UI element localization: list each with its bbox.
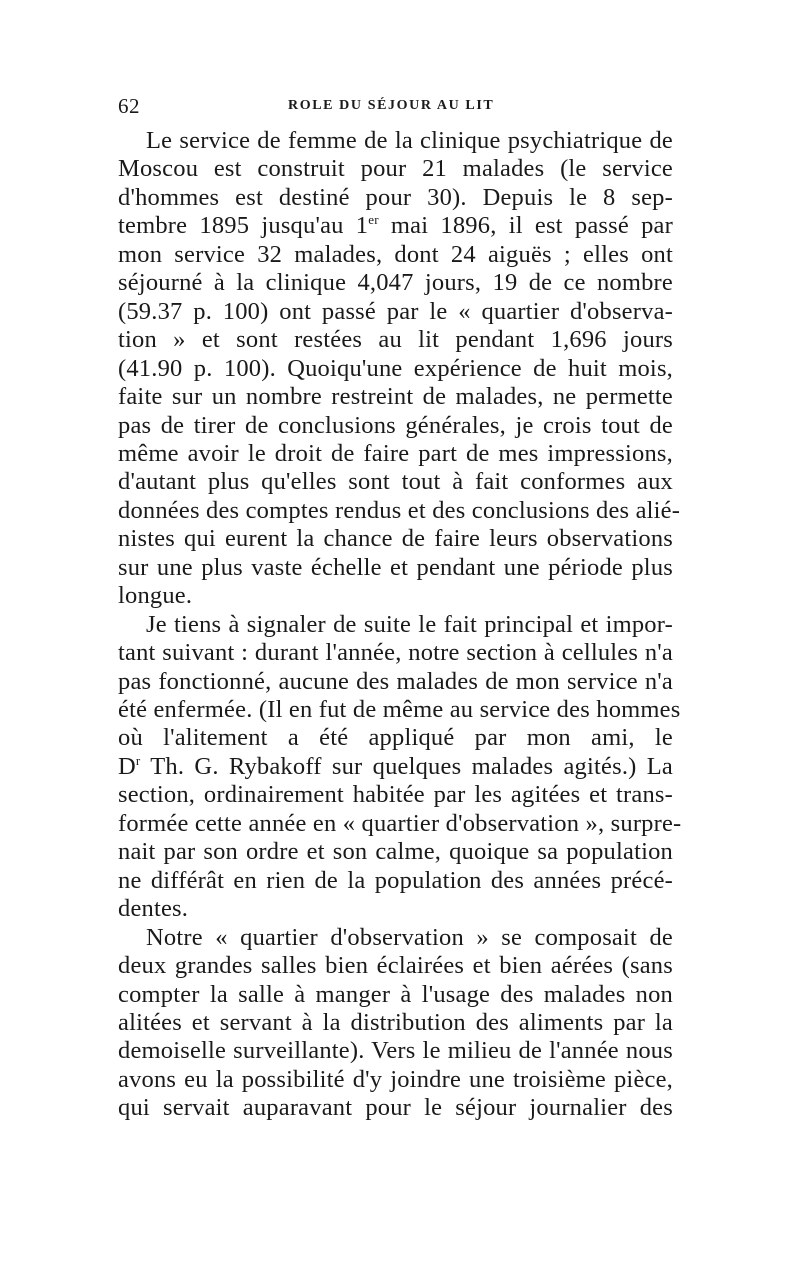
text-line xyxy=(118,582,673,610)
line-text: qui servait auparavant pour le séjour journalier des xyxy=(118,1094,673,1122)
running-title: ROLE DU SÉJOUR AU LIT xyxy=(288,98,495,113)
line-text: (41.90 p. 100). Quoiqu'une expérience de huit mois, xyxy=(118,354,673,382)
line-text: tembre 1895 jusqu'au 1 xyxy=(118,212,369,240)
line-text: été enfermée. (Il en fut de même au service des hommes xyxy=(118,696,681,723)
line-text: pas fonctionné, aucune des malades de mon service n'a xyxy=(118,667,673,695)
text-line xyxy=(118,440,673,468)
text-line xyxy=(118,1066,673,1094)
line-text: dentes. xyxy=(118,895,189,923)
line-text: D xyxy=(118,752,136,780)
line-text: formée cette année en « quartier d'observation », surpre- xyxy=(118,809,682,837)
text-line xyxy=(146,611,673,639)
page-number: 62 xyxy=(118,94,140,118)
text-line xyxy=(118,468,673,496)
line-text: ne différât en rien de la population des années précé- xyxy=(118,866,673,894)
line-text: demoiselle surveillante). Vers le milieu de l'année nous xyxy=(118,1037,673,1065)
text-line xyxy=(118,241,673,269)
superscript: r xyxy=(135,752,141,768)
text-line xyxy=(118,355,673,383)
line-text: pas de tirer de conclusions générales, je crois tout de xyxy=(118,411,673,439)
line-text: section, ordinairement habitée par les agitées et trans- xyxy=(118,781,673,809)
text-line xyxy=(118,867,673,895)
text-line xyxy=(118,212,673,240)
text-line xyxy=(118,838,673,866)
line-text: sur une plus vaste échelle et pendant une période plus xyxy=(118,553,673,581)
text-line xyxy=(118,525,673,553)
text-line xyxy=(118,412,673,440)
line-text: séjourné à la clinique 4,047 jours, 19 de ce nombre xyxy=(118,269,673,297)
text-line xyxy=(118,155,673,183)
text-line xyxy=(118,753,673,781)
line-text: faite sur un nombre restreint de malades, ne permette xyxy=(118,383,673,411)
line-text: deux grandes salles bien éclairées et bien aérées (sans xyxy=(118,952,673,980)
text-line xyxy=(118,952,673,980)
text-line xyxy=(118,1094,673,1122)
text-line xyxy=(118,895,673,923)
page-header xyxy=(118,94,678,118)
line-text: d'autant plus qu'elles sont tout à fait conformes aux xyxy=(118,468,673,496)
line-text: nistes qui eurent la chance de faire leurs observations xyxy=(118,525,673,553)
line-text: où l'alitement a été appliqué par mon ami, le xyxy=(118,724,673,752)
text-line xyxy=(118,696,681,724)
line-text: d'hommes est destiné pour 30). Depuis le 8 sep- xyxy=(118,183,673,211)
text-line xyxy=(118,809,682,838)
text-line xyxy=(118,554,673,582)
text-line xyxy=(118,781,673,809)
line-text: Le service de femme de la clinique psychiatrique de xyxy=(146,127,673,154)
text-line xyxy=(118,326,673,354)
text-line xyxy=(118,1009,673,1037)
line-text: alitées et servant à la distribution des aliments par la xyxy=(118,1008,673,1036)
superscript: er xyxy=(368,212,379,228)
text-line xyxy=(118,724,673,752)
line-text: nait par son ordre et son calme, quoique sa population xyxy=(118,838,673,866)
text-line xyxy=(146,924,673,952)
line-text: mon service 32 malades, dont 24 aiguës ; elles ont xyxy=(118,240,673,268)
text-line xyxy=(118,269,673,297)
text-line xyxy=(118,981,673,1009)
line-text: Je tiens à signaler de suite le fait principal et impor- xyxy=(146,610,673,638)
line-text: Notre « quartier d'observation » se composait de xyxy=(146,923,673,951)
text-line xyxy=(118,496,681,525)
text-line xyxy=(146,127,673,155)
text-line xyxy=(118,1037,673,1065)
text-line xyxy=(118,298,673,326)
line-text: même avoir le droit de faire part de mes impressions, xyxy=(118,439,673,467)
text-line xyxy=(118,639,673,667)
line-text: données des comptes rendus et des conclusions des alié- xyxy=(118,496,681,524)
line-text-rest: Th. G. Rybakoff sur quelques malades agités.) La xyxy=(140,752,673,780)
line-text: longue. xyxy=(118,582,193,610)
line-text: avons eu la possibilité d'y joindre une troisième pièce, xyxy=(118,1065,673,1093)
text-line xyxy=(118,383,673,411)
line-text: (59.37 p. 100) ont passé par le « quartier d'observa- xyxy=(118,297,673,325)
line-text: compter la salle à manger à l'usage des malades non xyxy=(118,980,673,1008)
text-line xyxy=(118,184,673,212)
line-text: tant suivant : durant l'année, notre section à cellules n'a xyxy=(118,639,673,667)
line-text: Moscou est construit pour 21 malades (le service xyxy=(118,155,673,183)
line-text-rest: mai 1896, il est passé par xyxy=(378,212,673,240)
text-line xyxy=(118,668,673,696)
line-text: tion » et sont restées au lit pendant 1,696 jours xyxy=(118,326,673,354)
